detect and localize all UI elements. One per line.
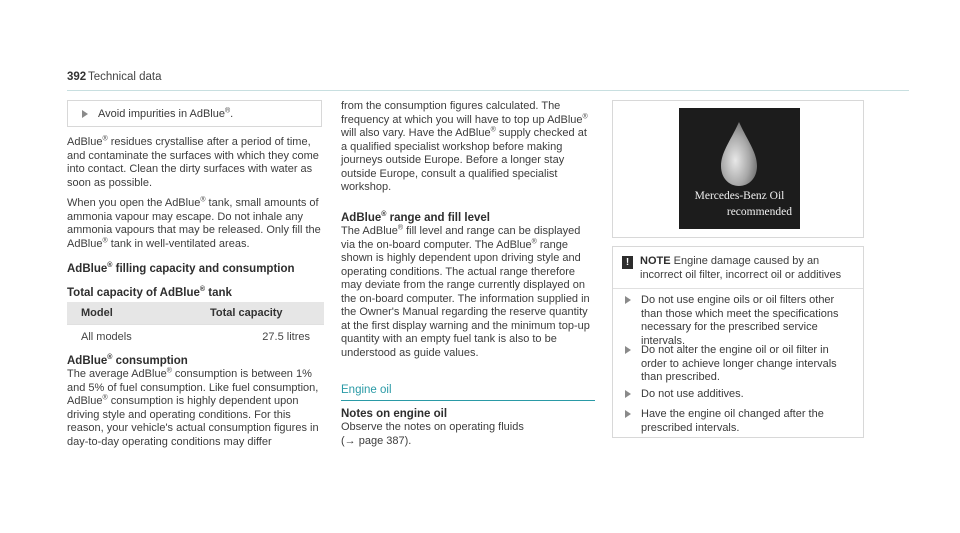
section-title: Technical data [88, 71, 162, 83]
triangle-bullet-icon [625, 390, 631, 398]
paragraph-ammonia: When you open the AdBlue® tank, small amounts of ammonia vapour may escape. Do not inhale any ammonia vapours that may be released. Only fill the AdBlue® tank in well-ventilated areas. [67, 196, 321, 250]
header-rule [67, 90, 909, 91]
heading-total-capacity: Total capacity of AdBlue® tank [67, 286, 232, 299]
triangle-bullet-icon [82, 110, 88, 118]
table-cell-model: All models [67, 325, 196, 349]
impurities-box [67, 100, 322, 127]
table-header-model: Model [67, 302, 196, 325]
oil-logo-frame [612, 100, 864, 238]
table-row [67, 325, 324, 349]
bullet-text: Avoid impurities in AdBlue®. [98, 107, 234, 120]
list-item [625, 344, 857, 385]
heading-notes-engine-oil: Notes on engine oil [341, 408, 448, 420]
note-text: Engine damage caused by an incorrect oil filter, incorrect oil or additives [640, 255, 842, 281]
paragraph-residues: AdBlue® residues crystallise after a period of time, and contaminate the surfaces with which they come into contact. Clean the dirty surfaces with water as soon as possible. [67, 135, 319, 189]
triangle-bullet-icon [625, 410, 631, 418]
note-divider [613, 288, 863, 289]
section-engine-oil: Engine oil [341, 384, 392, 396]
triangle-bullet-icon [625, 346, 631, 354]
bullet-item [82, 108, 321, 122]
bullet-text: Have the engine oil changed after the prescribed intervals. [641, 408, 824, 434]
heading-filling-capacity: AdBlue® filling capacity and consumption [67, 262, 295, 275]
bullet-text: Do not use additives. [641, 388, 744, 400]
logo-line-1: Mercedes-Benz Oil [694, 190, 785, 202]
page-number: 392 [67, 71, 87, 83]
note-text-block [640, 255, 858, 282]
logo-line-2: recommended [726, 206, 792, 218]
table-cell-capacity: 27.5 litres [196, 325, 324, 349]
paragraph-notes: Observe the notes on operating fluids (→ page 387). [341, 421, 524, 447]
paragraph-range: The AdBlue® fill level and range can be displayed via the on-board computer. The AdBlue® range shown is highly dependent upon driving style and operating conditions. The actual range therefore may deviate from the range currently displayed on the on-board computer. The information supplied in the Owner's Manual regarding the reserve quantity at the first display warning and the minimum top-up quantity with an empty fuel tank is also to be understood as guide values. [341, 224, 590, 359]
note-label: NOTE [640, 255, 671, 267]
list-item [625, 388, 857, 402]
table-header-row [67, 302, 324, 325]
capacity-table [67, 302, 324, 348]
heading-range: AdBlue® range and fill level [341, 211, 490, 224]
heading-consumption: AdBlue® consumption [67, 354, 188, 367]
bullet-text: Do not alter the engine oil or oil filter in order to achieve longer change intervals than prescribed. [641, 344, 837, 383]
note-box [612, 246, 864, 438]
triangle-bullet-icon [625, 296, 631, 304]
paragraph-frequency: from the consumption figures calculated. The frequency at which you will have to top up AdBlue® will also vary. Have the AdBlue® supply checked at a qualified specialist workshop before making journeys outside Europe. Before a longer stay outside Europe, consult a qualified specialist workshop. [341, 100, 588, 193]
exclamation-warning-icon: ! [622, 256, 633, 269]
list-item [625, 294, 857, 348]
mercedes-oil-logo [679, 108, 800, 229]
list-item [625, 408, 857, 435]
paragraph-consumption: The average AdBlue® consumption is between 1% and 5% of fuel consumption. Like fuel consumption, AdBlue® consumption is highly dependent upon driving style and operating conditions. For this reason, your vehicle's actual consumption figures in day-to-day operating conditions may differ [67, 367, 319, 448]
section-rule [341, 400, 595, 401]
bullet-text: Do not use engine oils or oil filters other than those which meet the specifications necessary for the prescribed service intervals. [641, 294, 839, 347]
table-header-capacity: Total capacity [196, 302, 324, 325]
